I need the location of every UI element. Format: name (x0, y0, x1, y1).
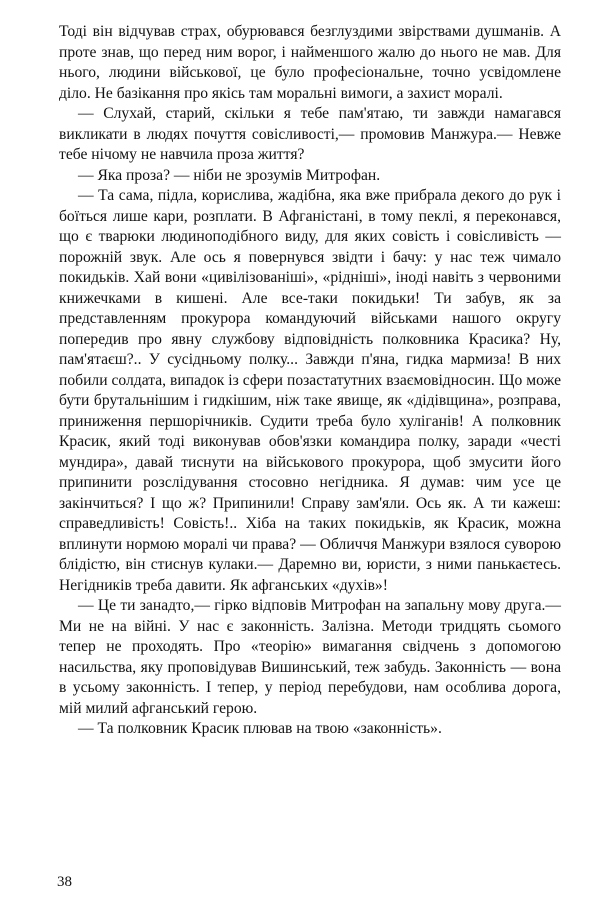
page-number: 38 (57, 874, 72, 890)
paragraph-dialogue: — Слухай, старий, скільки я тебе пам'ятаю, ти завжди намагався викликати в людях почуття совісливості,— промовив Манжура.— Невже тебе нічому не навчила проза життя? (59, 105, 561, 163)
paragraph-dialogue: — Яка проза? — ніби не зрозумів Митрофан. (78, 166, 381, 184)
paragraph-dialogue: — Та сама, підла, корислива, жадібна, яка вже прибрала декого до рук і боїться лише кари, розплати. В Афганістані, в тому пеклі, я переконався, що є тварюки людиноподібного виду, для яких совість і совісливість — порожній звук. Але ось я повернувся звідти і бачу: у нас теж чимало покидьків. Хай вони «цивілізованіші», «рідніші», іноді навіть з червоними книжечками в кишені. Але все-таки покидьки! Ти забув, як за представленням прокурора командуючий військами нашого округу попередив про явну службову відповідність полковника Красика? Ну, пам'ятаєш?.. У сусідньому полку... Завжди п'яна, гидка мармиза! В них побили солдата, випадок із сфери позастатутних взаємовідносин. Що може бути брутальнішим і гидкішим, ніж таке явище, як «дідівщина», розправа, приниження першорічників. Судити треба було хуліганів! А полковник Красик, який тоді виконував обов'язки командира полку, заради «честі мундира», давай тиснути на військового прокурора, щоб змусити його припинити розслідування стосовно негідника. Я думав: чим усе це закінчиться? І що ж? Припинили! Справу зам'яли. Ось як. А ти кажеш: справедливість! Совість!.. Хіба на таких покидьків, як Красик, можна вплинути нормою моралі чи права? — Обличчя Манжури взялося суворою блідістю, він стиснув кулаки.— Даремно ви, юристи, з ними панькаєтесь. Негідників треба давити. Як афганських «духів»! (59, 187, 561, 594)
paragraph-dialogue: — Та полковник Красик плював на твою «законність». (78, 720, 442, 737)
paragraph-dialogue: — Це ти занадто,— гірко відповів Митрофан на запальну мову друга.— Ми не на війні. У нас є законність. Залізна. Методи тридцять сьомого тепер не проходять. Про «теорію» вимагання свідчень з допомогою насильства, яку проповідував Вишинський, теж забудь. Законність — вона в усьому законність. І тепер, у період перебудови, нам особлива дорога, мій милий афганський герою. (59, 597, 561, 717)
paragraph-opening: Тоді він відчував страх, обурювався безглуздими звірствами душманів. А проте знав, що перед ним ворог, і найменшого жалю до нього не мав. Для нього, людини військової, це було професіональне, точно усвідомлене діло. Не базікання про якісь там моральні вимоги, а захист моралі. (59, 23, 561, 102)
